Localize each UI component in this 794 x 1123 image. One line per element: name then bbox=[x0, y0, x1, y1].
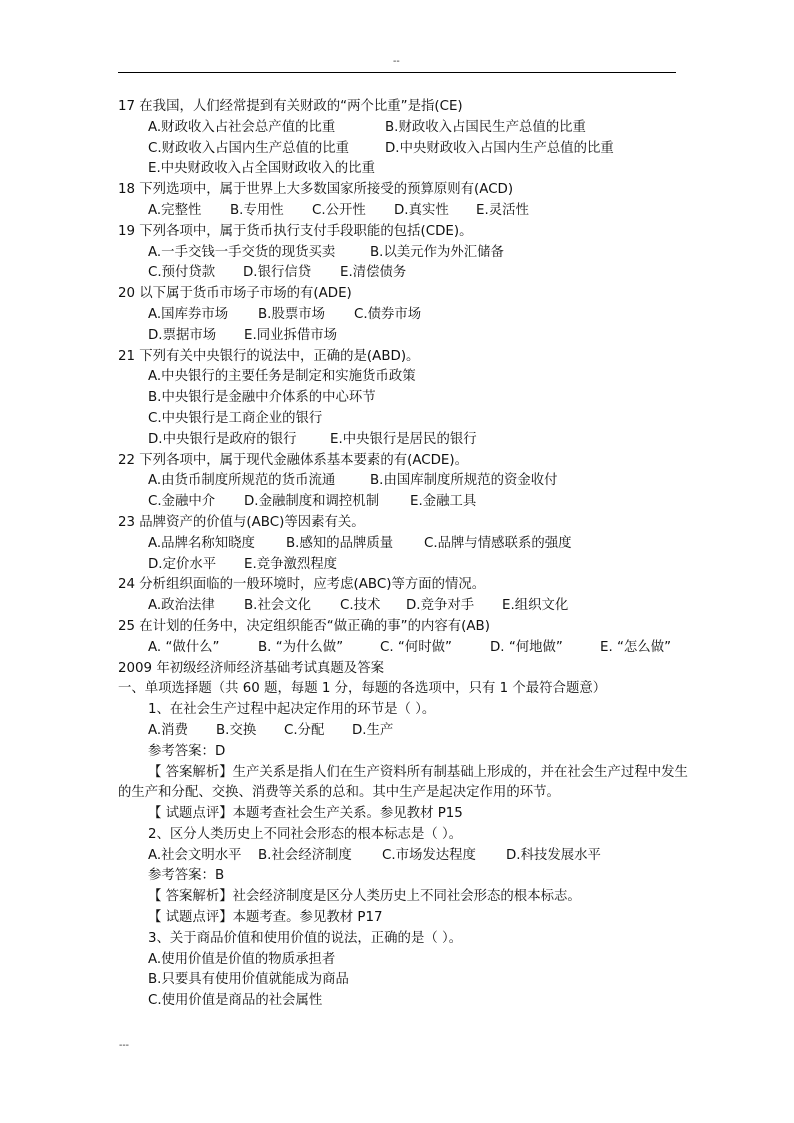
single-question-2-options bbox=[118, 846, 688, 867]
option-c: C.预付贷款 bbox=[148, 265, 216, 281]
option-e: E.同业拆借市场 bbox=[244, 327, 338, 343]
question-21-stem: 21 下列有关中央银行的说法中，正确的是(ABD)。 bbox=[118, 348, 420, 364]
question-25-options bbox=[118, 638, 688, 659]
option-b: B.专用性 bbox=[230, 202, 284, 218]
single-question-2-answer: 参考答案：B bbox=[148, 868, 225, 884]
option-b: B.股票市场 bbox=[258, 306, 326, 322]
option-d: D.票据市场 bbox=[148, 327, 217, 343]
question-17-stem: 17 在我国，人们经常提到有关财政的“两个比重”是指(CE) bbox=[118, 99, 463, 114]
single-question-1-stem: 1、在社会生产过程中起决定作用的环节是（ ）。 bbox=[148, 702, 436, 718]
option-c: C.公开性 bbox=[312, 202, 366, 218]
option-b: B.社会经济制度 bbox=[258, 847, 352, 863]
option-a: A.完整性 bbox=[148, 202, 202, 218]
option-c: C.市场发达程度 bbox=[382, 847, 476, 863]
option-d: D. “何地做” bbox=[490, 639, 563, 655]
question-20-stem: 20 以下属于货币市场子市场的有(ADE) bbox=[118, 286, 352, 302]
option-c: C.分配 bbox=[284, 722, 325, 738]
single-question-2-comment: 【 试题点评】本题考查。参见教材 P17 bbox=[148, 910, 383, 926]
option-e: E.组织文化 bbox=[502, 598, 569, 614]
question-22-options-row2 bbox=[118, 492, 688, 513]
option-a: A.一手交钱一手交货的现货买卖 bbox=[148, 244, 336, 260]
option-c: C.品牌与情感联系的强度 bbox=[424, 535, 572, 551]
option-e: E.中央财政收入占全国财政收入的比重 bbox=[148, 161, 375, 177]
option-d: D.金融制度和调控机制 bbox=[244, 494, 380, 510]
option-b: B.财政收入占国民生产总值的比重 bbox=[385, 119, 586, 135]
option-e: E.竞争激烈程度 bbox=[244, 556, 338, 572]
option-b: B. “为什么做” bbox=[258, 639, 344, 655]
single-question-2-analysis: 【 答案解析】社会经济制度是区分人类历史上不同社会形态的根本标志。 bbox=[148, 889, 581, 905]
question-23-options-row1 bbox=[118, 534, 688, 555]
question-24-stem: 24 分析组织面临的一般环境时，应考虑(ABC)等方面的情况。 bbox=[118, 577, 486, 593]
question-21-option-c: C.中央银行是工商企业的银行 bbox=[148, 410, 323, 426]
question-23-stem: 23 品牌资产的价值与(ABC)等因素有关。 bbox=[118, 514, 365, 530]
question-18-options bbox=[118, 201, 688, 222]
question-19-options-row1 bbox=[118, 243, 688, 264]
option-a: A.国库券市场 bbox=[148, 306, 229, 322]
single-question-1-options bbox=[118, 721, 688, 742]
option-e: E.金融工具 bbox=[410, 494, 477, 510]
option-e: E. “怎么做” bbox=[600, 639, 672, 655]
option-a: A.消费 bbox=[148, 722, 188, 738]
option-b: B.由国库制度所规范的资金收付 bbox=[370, 473, 558, 489]
option-b: B.社会文化 bbox=[244, 598, 312, 614]
question-18-stem: 18 下列选项中，属于世界上大多数国家所接受的预算原则有(ACD) bbox=[118, 182, 514, 198]
single-question-3-option-a: A.使用价值是价值的物质承担者 bbox=[148, 951, 336, 967]
option-d: D.中央银行是政府的银行 bbox=[148, 431, 297, 447]
option-b: B.感知的品牌质量 bbox=[286, 535, 394, 551]
option-b: B.以美元作为外汇储备 bbox=[370, 244, 504, 260]
option-a: A.财政收入占社会总产值的比重 bbox=[148, 119, 336, 135]
option-a: A. “做什么” bbox=[148, 639, 220, 655]
option-e: E.中央银行是居民的银行 bbox=[330, 431, 477, 447]
option-d: D.竞争对手 bbox=[406, 598, 475, 614]
question-22-stem: 22 下列各项中，属于现代金融体系基本要素的有(ACDE)。 bbox=[118, 452, 468, 468]
single-question-1-comment: 【 试题点评】本题考查社会生产关系。参见教材 P15 bbox=[148, 806, 463, 822]
option-a: A.由货币制度所规范的货币流通 bbox=[148, 473, 336, 489]
option-d: D.生产 bbox=[352, 722, 394, 738]
question-19-stem: 19 下列各项中，属于货币执行支付手段职能的包括(CDE)。 bbox=[118, 223, 473, 239]
option-d: D.银行信贷 bbox=[243, 265, 312, 281]
option-c: C.财政收入占国内生产总值的比重 bbox=[148, 140, 350, 156]
header-mark: -- bbox=[393, 56, 400, 67]
question-22-options-row1 bbox=[118, 471, 688, 492]
option-b: B.交换 bbox=[216, 722, 257, 738]
single-question-3-option-c: C.使用价值是商品的社会属性 bbox=[148, 993, 323, 1009]
option-c: C. “何时做” bbox=[380, 639, 452, 655]
option-a: A.品牌名称知晓度 bbox=[148, 535, 255, 551]
question-17-options-row1 bbox=[118, 118, 688, 139]
option-d: D.科技发展水平 bbox=[506, 847, 601, 863]
question-20-options-row1 bbox=[118, 305, 688, 326]
question-23-options-row2 bbox=[118, 555, 688, 576]
question-21-option-a: A.中央银行的主要任务是制定和实施货币政策 bbox=[148, 369, 416, 385]
exam-title: 2009 年初级经济师经济基础考试真题及答案 bbox=[118, 660, 384, 676]
option-a: A.社会文明水平 bbox=[148, 847, 242, 863]
section-title: 一、单项选择题（共 60 题，每题 1 分，每题的各选项中，只有 1 个最符合题意） bbox=[118, 681, 607, 697]
question-20-options-row2 bbox=[118, 326, 688, 347]
single-question-1-analysis: 【 答案解析】生产关系是指人们在生产资料所有制基础上形成的，并在社会生产过程中发生的生产和分配、交换、消费等关系的总和。其中生产是起决定作用的环节。 bbox=[118, 764, 688, 801]
single-question-1-answer: 参考答案：D bbox=[148, 743, 226, 759]
single-question-2-stem: 2、区分人类历史上不同社会形态的根本标志是（ ）。 bbox=[148, 826, 463, 842]
question-17-options-row2 bbox=[118, 139, 688, 160]
question-19-options-row2 bbox=[118, 263, 688, 284]
option-d: D.真实性 bbox=[394, 202, 449, 218]
option-a: A.政治法律 bbox=[148, 598, 215, 614]
single-question-3-stem: 3、关于商品价值和使用价值的说法，正确的是（ ）。 bbox=[148, 930, 463, 946]
option-e: E.清偿债务 bbox=[340, 265, 407, 281]
question-24-options bbox=[118, 596, 688, 617]
question-21-option-b: B.中央银行是金融中介体系的中心环节 bbox=[148, 390, 376, 406]
question-17-options-row3 bbox=[118, 159, 688, 180]
question-25-stem: 25 在计划的任务中，决定组织能否“做正确的事”的内容有(AB) bbox=[118, 618, 490, 634]
single-question-3-option-b: B.只要具有使用价值就能成为商品 bbox=[148, 972, 349, 988]
option-c: C.债券市场 bbox=[354, 306, 422, 322]
option-d: D.定价水平 bbox=[148, 556, 217, 572]
option-d: D.中央财政收入占国内生产总值的比重 bbox=[385, 140, 614, 156]
footer-mark: --- bbox=[119, 1040, 129, 1051]
document-body bbox=[118, 97, 688, 1012]
header-rule bbox=[118, 72, 676, 73]
option-c: C.金融中介 bbox=[148, 494, 216, 510]
option-e: E.灵活性 bbox=[476, 202, 529, 218]
question-21-options-row4 bbox=[118, 430, 688, 451]
option-c: C.技术 bbox=[340, 598, 381, 614]
